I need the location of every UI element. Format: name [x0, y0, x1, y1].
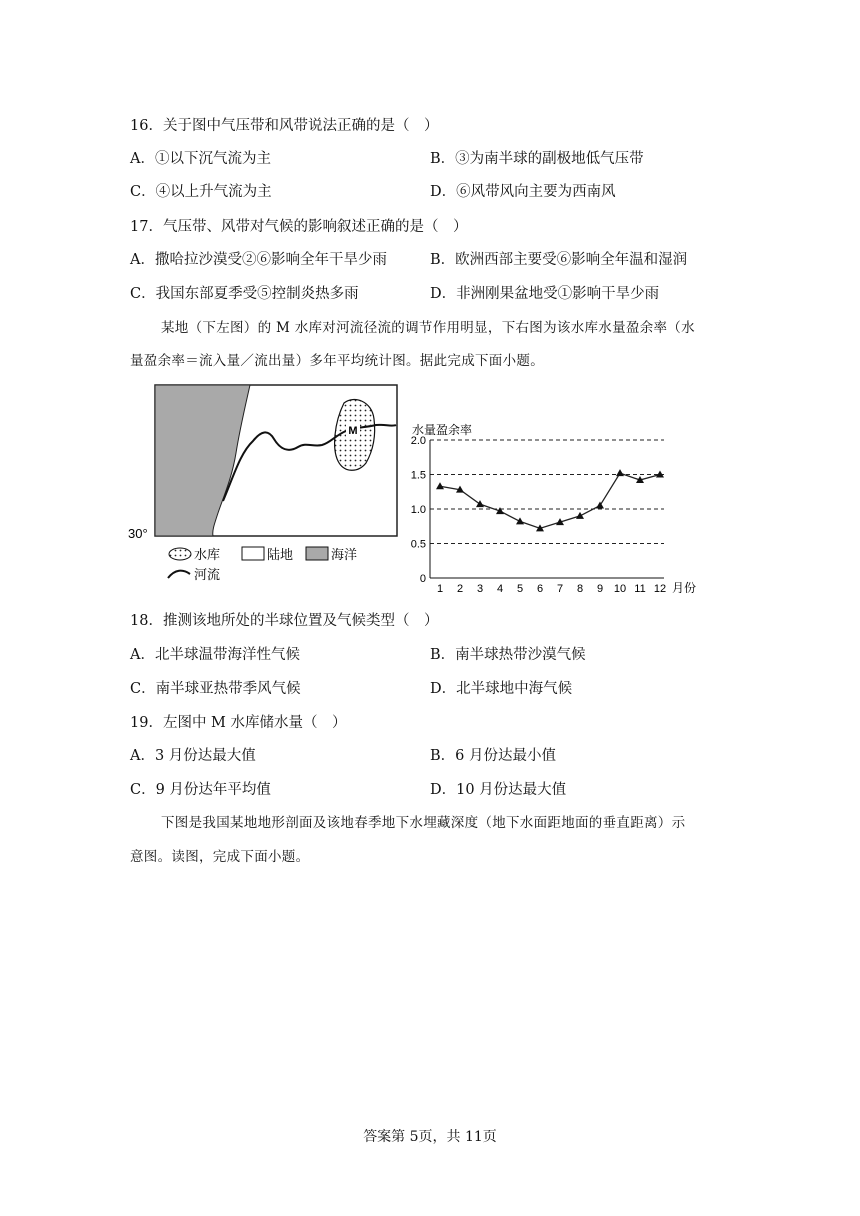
question-18-stem: 18．推测该地所处的半球位置及气候类型（ ） — [130, 613, 439, 629]
intro-paragraph-2-line-1: 下图是我国某地地形剖面及该地春季地下水埋藏深度（地下水面距地面的垂直距离）示 — [161, 815, 686, 831]
chart-data-point — [616, 469, 624, 476]
chart-y-tick-label: 1.5 — [410, 469, 426, 482]
chart-data-point — [436, 482, 444, 489]
chart-x-ticks — [437, 583, 666, 595]
legend-land-label: 陆地 — [267, 548, 294, 563]
question-19-option-d: D．10 月份达最大值 — [430, 782, 567, 798]
chart-data-points — [436, 469, 664, 531]
question-19-option-b: B．6 月份达最小值 — [430, 748, 556, 764]
legend-river-label: 河流 — [194, 568, 221, 583]
question-17-option-b: B．欧洲西部主要受⑥影响全年温和湿润 — [430, 252, 688, 268]
legend-land-icon — [242, 547, 264, 560]
question-19-option-c: C．9 月份达年平均值 — [130, 782, 271, 798]
chart-y-tick-label: 0 — [419, 573, 426, 585]
chart-data-point — [516, 517, 524, 524]
chart-gridlines — [430, 440, 664, 544]
question-17-option-d: D．非洲刚果盆地受①影响干旱少雨 — [430, 286, 660, 302]
legend-ocean-icon — [306, 547, 328, 560]
reservoir-label: M — [348, 425, 358, 437]
chart-y-tick-label: 0.5 — [410, 538, 426, 551]
chart-x-label: 月份 — [672, 581, 697, 595]
water-surplus-chart — [402, 420, 712, 600]
chart-series-line — [440, 473, 660, 528]
legend-river-icon — [168, 571, 190, 578]
question-19-stem: 19．左图中 M 水库储水量（ ） — [130, 715, 347, 731]
page-footer: 答案第 5页，共 11页 — [363, 1129, 497, 1145]
question-17-option-a: A．撒哈拉沙漠受②⑥影响全年干旱少雨 — [130, 252, 387, 268]
question-17-option-c: C．我国东部夏季受⑤控制炎热多雨 — [130, 286, 359, 302]
chart-title: 水量盈余率 — [412, 423, 473, 437]
chart-data-point — [476, 500, 484, 507]
question-18-option-c: C．南半球亚热带季风气候 — [130, 681, 301, 697]
chart-x-tick-label: 3 — [476, 583, 484, 595]
intro-paragraph-2-line-2: 意图。读图，完成下面小题。 — [130, 849, 310, 865]
chart-data-point — [596, 502, 604, 509]
legend-reservoir-icon — [169, 548, 191, 560]
question-18-option-a: A．北半球温带海洋性气候 — [130, 647, 300, 663]
legend-ocean-label: 海洋 — [331, 548, 358, 563]
question-16-option-a: A．①以下沉气流为主 — [130, 151, 271, 167]
question-18-option-d: D．北半球地中海气候 — [430, 681, 573, 697]
reservoir-map-figure — [128, 383, 398, 588]
question-17-stem: 17．气压带、风带对气候的影响叙述正确的是（ ） — [130, 219, 468, 235]
chart-y-ticks — [411, 435, 426, 585]
question-18-option-b: B．南半球热带沙漠气候 — [430, 647, 586, 663]
chart-x-tick-label: 2 — [456, 583, 464, 595]
question-19-option-a: A．3 月份达最大值 — [130, 748, 256, 764]
chart-data-point — [576, 512, 584, 519]
chart-x-tick-label: 12 — [653, 583, 667, 595]
chart-y-tick-label: 2.0 — [410, 435, 426, 447]
latitude-label: 30° — [128, 526, 148, 541]
legend-reservoir-label: 水库 — [194, 548, 221, 563]
question-16-stem: 16．关于图中气压带和风带说法正确的是（ ） — [130, 118, 439, 134]
chart-x-tick-label: 1 — [436, 583, 444, 595]
chart-x-tick-label: 11 — [634, 583, 646, 595]
chart-x-tick-label: 10 — [613, 583, 627, 595]
chart-x-tick-label: 5 — [516, 583, 524, 595]
question-16-option-d: D．⑥风带风向主要为西南风 — [430, 184, 616, 200]
question-16-option-b: B．③为南半球的副极地低气压带 — [430, 151, 644, 167]
chart-y-tick-label: 1.0 — [410, 504, 426, 516]
chart-x-tick-label: 8 — [576, 583, 584, 595]
chart-x-tick-label: 4 — [496, 583, 504, 595]
intro-paragraph-1-line-2: 量盈余率＝流入量／流出量）多年平均统计图。据此完成下面小题。 — [130, 353, 544, 369]
chart-x-tick-label: 7 — [556, 583, 564, 595]
chart-x-tick-label: 9 — [596, 583, 604, 595]
chart-x-tick-label: 6 — [536, 583, 544, 595]
question-16-option-c: C．④以上升气流为主 — [130, 184, 272, 200]
intro-paragraph-1-line-1: 某地（下左图）的 M 水库对河流径流的调节作用明显，下右图为该水库水量盈余率（水 — [161, 320, 695, 336]
